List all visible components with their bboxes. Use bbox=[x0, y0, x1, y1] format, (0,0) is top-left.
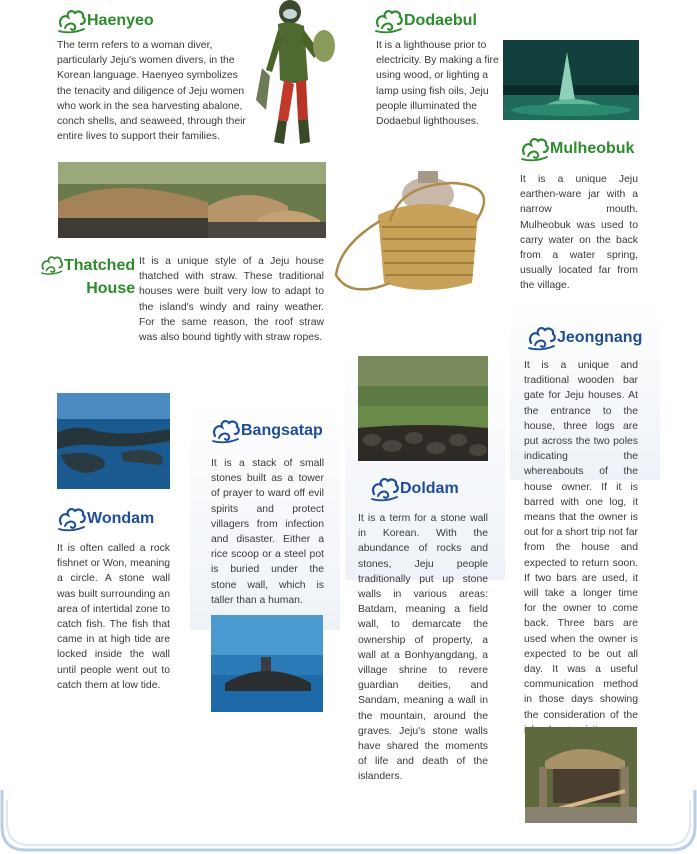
bangsatap-body: It is a stack of small stones built as a tower of prayer to ward off evil spirits and protect villagers from infection and disaster. Either a rice scoop or a steel pot is buried under the stone wall, which is taller than a human. bbox=[211, 458, 324, 606]
mulheobuk-body: It is a unique Jeju earthen-ware jar with a narrow mouth. Mulheobuk was used to carry water on the back from a water spring, usually located far from the village. bbox=[520, 174, 638, 292]
bangsatap-tower-image bbox=[211, 615, 323, 712]
thatched-house-image bbox=[58, 162, 326, 238]
jeju-logo-icon bbox=[211, 418, 241, 444]
thatched-house-body: It is a unique style of a Jeju house thatched with straw. These traditional houses were built very low to adapt to the island's windy and rainy weather. For the same reason, the roof straw was also bound tightly with straw ropes. bbox=[139, 256, 324, 344]
jeongnang-title-text: Jeongnang bbox=[557, 329, 643, 346]
wondam-title-text: Wondam bbox=[87, 510, 155, 527]
thatched-house-title-line2: House bbox=[86, 280, 136, 297]
jeju-logo-icon bbox=[374, 8, 404, 34]
jeju-logo-icon bbox=[520, 136, 550, 162]
jeju-logo-icon bbox=[527, 325, 557, 351]
haenyeo-title-text: Haenyeo bbox=[87, 12, 154, 29]
wondam-rock-fishnet-image bbox=[57, 393, 170, 489]
jeju-logo-icon bbox=[40, 252, 64, 278]
wondam-title bbox=[57, 506, 154, 532]
jeongnang-title bbox=[527, 325, 642, 351]
haenyeo-title bbox=[57, 8, 154, 34]
wondam-body: It is often called a rock fishnet or Won, meaning a circle. A stone wall was built surrounding an area of intertidal zone to catch fish. The fish that came in at high tide are locked inside the wall until people went out to catch them at low tide. bbox=[57, 543, 170, 691]
thatched-house-title-line1: Thatched bbox=[64, 256, 136, 274]
dodaebul-title-text: Dodaebul bbox=[404, 12, 477, 29]
haenyeo-body: The term refers to a woman diver, particularly Jeju's women divers, in the Korean language. Haenyeo symbolizes the tenacity and diligence of Jeju women who work in the sea harvesting abalone, conch shells, and seaweed, through their entire lives to support their families. bbox=[57, 40, 246, 143]
jeju-logo-icon bbox=[370, 476, 400, 502]
dodaebul-lighthouse-image bbox=[503, 40, 639, 120]
bangsatap-title-text: Bangsatap bbox=[241, 422, 323, 439]
doldam-title-text: Doldam bbox=[400, 480, 459, 497]
jeju-logo-icon bbox=[57, 506, 87, 532]
dodaebul-body: It is a lighthouse prior to electricity. By making a fire using wood, or lighting a lamp using fish oils, Jeju people illuminated the Dodaebul lighthouses. bbox=[376, 40, 499, 128]
jeongnang-body: It is a unique and traditional wooden bar gate for Jeju houses. At the entrance to the house, three logs are put across the two poles indicating the whereabouts of the house owner. If it is barred with one log, it means that the owner is out for a short trip not far from the house and expected to return soon. If two bars are used, it will take a longer time for the owner to come back. Three bars are used when the owner is expected to be out all day. It was a useful communication method in those days showing the consideration of the bbox=[524, 360, 638, 721]
thatched-house-title bbox=[40, 252, 135, 299]
mulheobuk-title-text: Mulheobuk bbox=[550, 140, 635, 157]
jeongnang-gate-image bbox=[525, 727, 637, 823]
doldam-title bbox=[370, 476, 459, 502]
doldam-body: It is a term for a stone wall in Korean. With the abundance of rocks and stones, Jeju people traditionally put up stone walls in various areas: Batdam, meaning a field wall, to demarcate the ownership of property, a wall at a Bonhyangdang, a village shrine to revere guardian deities, and Sandam, meaning a wall in the mountain, around the graves. Jeju's stone walls have shared the moments of life and death of the islanders. bbox=[358, 513, 488, 783]
bangsatap-title bbox=[211, 418, 323, 444]
haenyeo-diver-image bbox=[254, 0, 336, 150]
mulheobuk-jar-image bbox=[330, 165, 518, 303]
dodaebul-title bbox=[374, 8, 477, 34]
doldam-stone-wall-image bbox=[358, 356, 488, 461]
mulheobuk-title bbox=[520, 136, 634, 162]
jeju-logo-icon bbox=[57, 8, 87, 34]
